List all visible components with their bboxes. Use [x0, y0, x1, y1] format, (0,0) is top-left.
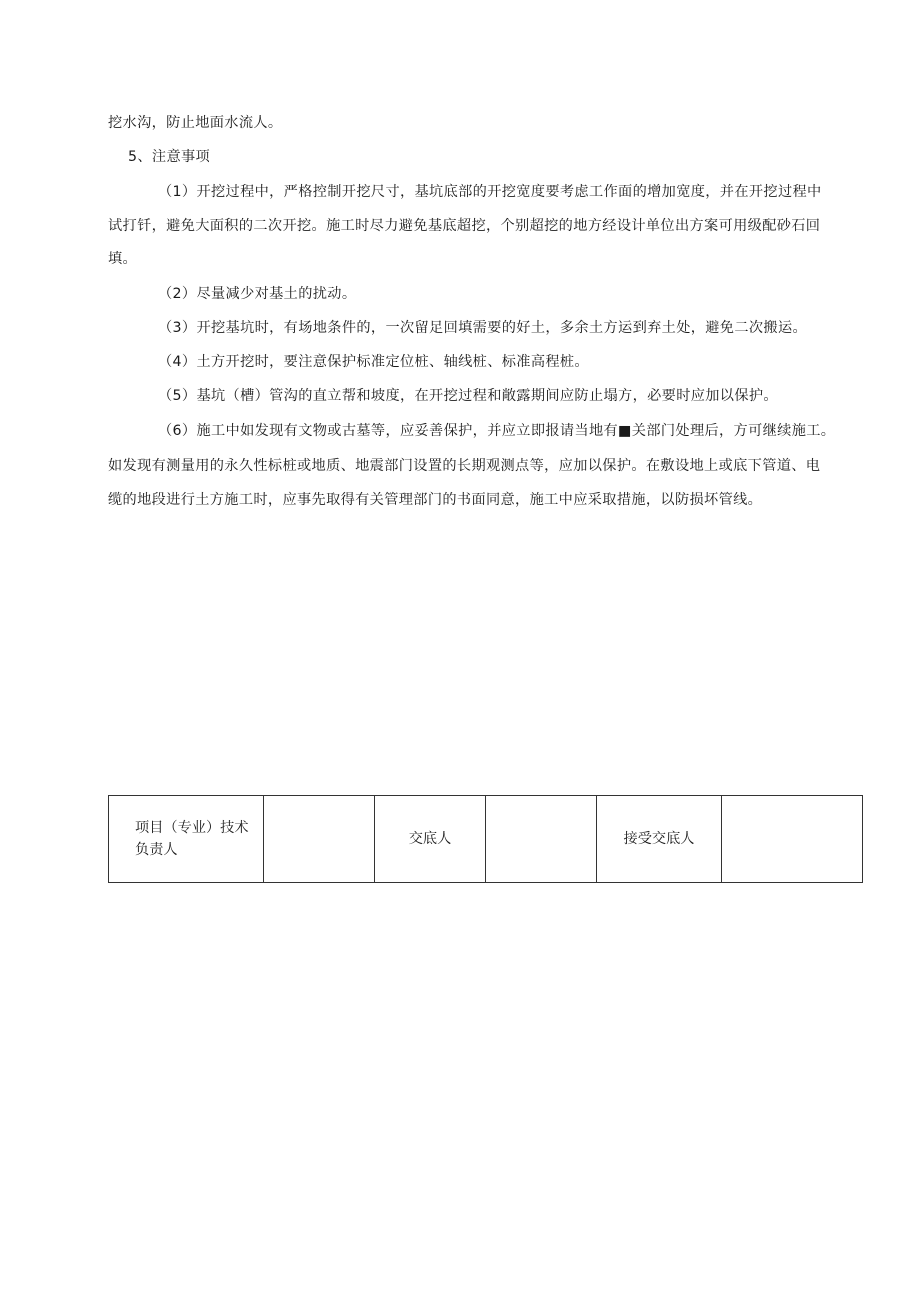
text-line: 缆的地段进行土方施工时，应事先取得有关管理部门的书面同意，施工中应采取措施，以防损坏管线。 — [108, 492, 763, 508]
text-line: 填。 — [108, 251, 138, 267]
tech-lead-label: 项目（专业）技术负责人 — [109, 796, 264, 883]
tech-lead-signature-cell[interactable] — [264, 796, 375, 883]
text-line: （6）施工中如发现有文物或古墓等，应妥善保护，并应立即报请当地有■关部门处理后，方可继续施工。 — [158, 423, 836, 439]
receiver-signature-cell[interactable] — [722, 796, 863, 883]
table-row — [109, 796, 863, 883]
text-line: （1）开挖过程中，严格控制开挖尺寸，基坑底部的开挖宽度要考虑工作面的增加宽度，并在开挖过程中 — [158, 184, 822, 200]
text-line: 试打钎，避免大面积的二次开挖。施工时尽力避免基底超挖，个别超挖的地方经设计单位出方案可用级配砂石回 — [108, 218, 821, 234]
receiver-label: 接受交底人 — [597, 796, 722, 883]
text-line: （3）开挖基坑时，有场地条件的，一次留足回填需要的好土，多余土方运到弃土处，避免二次搬运。 — [158, 320, 808, 336]
text-line: （4）土方开挖时，要注意保护标准定位桩、轴线桩、标准高程桩。 — [158, 354, 589, 370]
text-line: （2）尽量减少对基土的扰动。 — [158, 286, 357, 302]
section-heading: 5、注意事项 — [128, 149, 211, 165]
handover-signature-cell[interactable] — [486, 796, 597, 883]
signature-table — [108, 795, 863, 883]
handover-label: 交底人 — [375, 796, 486, 883]
text-line: 挖水沟，防止地面水流人。 — [108, 115, 283, 131]
text-line: （5）基坑（槽）管沟的直立帮和坡度，在开挖过程和敞露期间应防止塌方，必要时应加以保护。 — [158, 388, 778, 404]
text-line: 如发现有测量用的永久性标桩或地质、地震部门设置的长期观测点等，应加以保护。在敷设地上或底下管道、电 — [108, 458, 821, 474]
